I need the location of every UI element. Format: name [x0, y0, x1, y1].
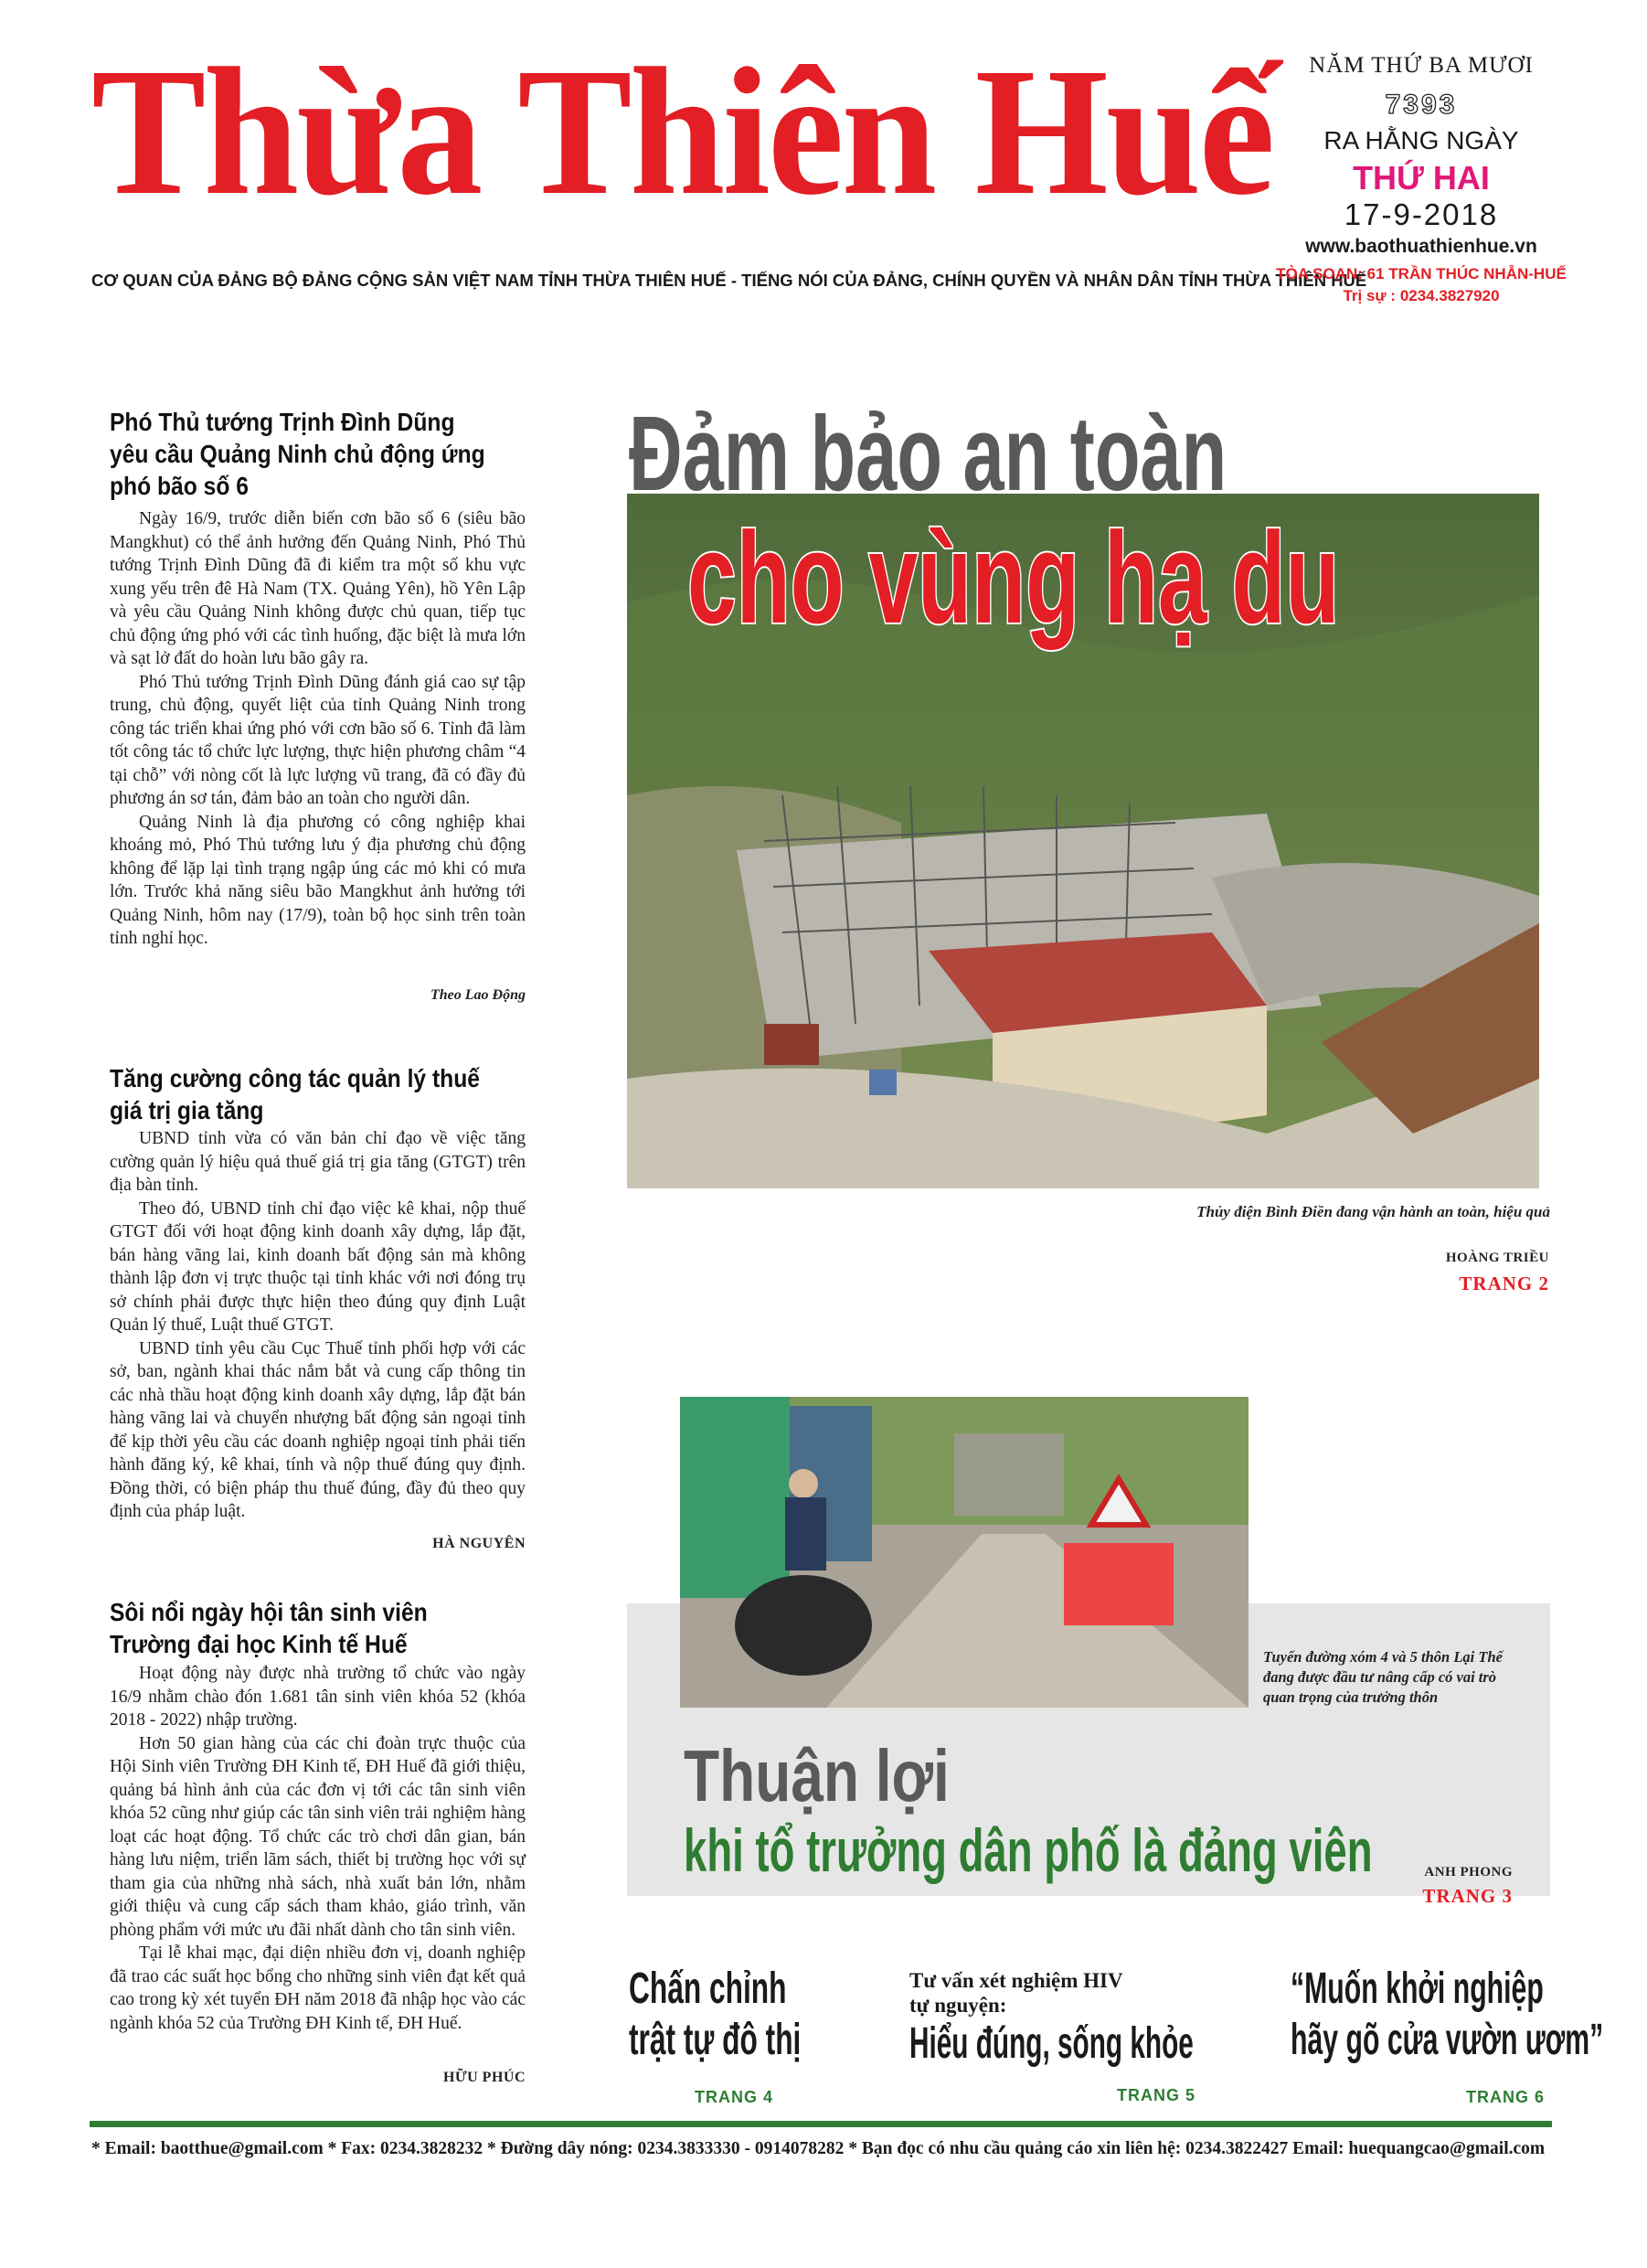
- main-title-line1: Đảm bảo an toàn: [629, 394, 1227, 513]
- main-page-ref[interactable]: TRANG 2: [1459, 1272, 1549, 1294]
- website-link[interactable]: www.baothuathienhue.vn: [1305, 236, 1537, 257]
- article1-paragraph: Quảng Ninh là địa phương có công nghiệp khai khoáng mỏ, Phó Thủ tướng lưu ý địa phương chủ động không để lặp lại tình trạng ngập úng các mỏ khi có mưa lớn. Trước khả năng siêu bão Mangkhut ảnh hưởng tới Quảng Ninh, hôm nay (17/9), toàn bộ học sinh trên toàn tỉnh nghỉ học.: [110, 812, 526, 948]
- second-photo-road-scene: [680, 1397, 1249, 1708]
- teaser1-page-ref[interactable]: TRANG 4: [695, 2088, 774, 2106]
- article3-paragraph: Tại lễ khai mạc, đại diện nhiều đơn vị, doanh nghiệp đã trao các suất học bổng cho những sinh viên đạt kết quả cao trong kỳ xét tuyển ĐH năm 2018 đã nhập học vào các ngành khóa 52 của Trường ĐH Kinh tế, ĐH Huế.: [110, 1943, 526, 2033]
- article1-body: [110, 507, 526, 951]
- teaser2-kicker: Tư vấn xét nghiệm HIV tự nguyện:: [909, 1969, 1123, 2017]
- office-address: TÒA SOẠN: 61 TRẦN THÚC NHẪN-HUẾ: [1276, 265, 1567, 282]
- second-photo-caption: Tuyến đường xóm 4 và 5 thôn Lại Thế đang được đầu tư nâng cấp có vai trò quan trọng của trưởng thôn: [1263, 1648, 1503, 1706]
- main-title-line2: cho vùng hạ du: [687, 506, 1340, 651]
- teaser2-page-ref[interactable]: TRANG 5: [1117, 2086, 1196, 2104]
- article1-headline: Phó Thủ tướng Trịnh Đình Dũng yêu cầu Quảng Ninh chủ động ứng phó bão số 6: [110, 408, 485, 500]
- article3-paragraph: Hoạt động này được nhà trường tổ chức vào ngày 16/9 nhằm chào đón 1.681 tân sinh viên khóa 52 (khóa 2018 - 2022) nhập trường.: [110, 1664, 526, 1730]
- teaser3-line2: hãy gõ cửa vườn ươm”: [1291, 2016, 1604, 2064]
- article1-paragraph: Ngày 16/9, trước diễn biến cơn bão số 6 (siêu bão Mangkhut) có thể ảnh hưởng đến Quảng Ninh, Phó Thủ tướng Trịnh Đình Dũng đã đi kiểm tra một số khu vực xung yếu trên đê Hà Nam (TX. Quảng Yên), hồ Yên Lập và yêu cầu Quảng Ninh không được chủ quan, tiếp tục chủ động ứng phó với các tình huống, đặc biệt là mưa lớn và sạt lở đất do hoàn lưu bão gây ra.: [110, 509, 526, 668]
- footer-divider: [90, 2121, 1552, 2127]
- article1-source: Theo Lao Động: [430, 987, 526, 1003]
- issue-number: 7393: [1385, 90, 1458, 120]
- main-byline: HOÀNG TRIỀU: [1445, 1251, 1549, 1265]
- issue-date: 17-9-2018: [1344, 197, 1499, 231]
- article3-paragraph: Hơn 50 gian hàng của các chi đoàn trực thuộc của Hội Sinh viên Trường ĐH Kinh tế, ĐH Huế đã giới thiệu, quảng bá hình ảnh của các đơn vị tới các tân sinh viên khóa 52 cũng như giúp các tân sinh viên trải nghiệm hàng loạt các hoạt động. Tổ chức các trò chơi dân gian, bán hàng lưu niệm, triển lãm sách, thiết bị trường học với sự tham gia của những nhà sách, nhà xuất bản lớn, nhằm giới thiệu và cung cấp sách tham khảo, giáo trình, văn phòng phẩm với mức ưu đãi nhất dành cho tân sinh viên.: [110, 1733, 526, 1940]
- teaser3-page-ref[interactable]: TRANG 6: [1466, 2088, 1546, 2106]
- article3-body: [110, 1662, 526, 2035]
- second-page-ref[interactable]: TRANG 3: [1422, 1885, 1513, 1907]
- office-phone: Trị sự : 0234.3827920: [1343, 287, 1500, 304]
- article2-body: [110, 1127, 526, 1524]
- footer-contact: * Email: baotthue@gmail.com * Fax: 0234.3828232 * Đường dây nóng: 0234.3833330 - 0914078282 * Bạn đọc có nhu cầu quảng cáo xin liên hệ: 0234.3822427 Email: huequangcao@gmail.com: [91, 2139, 1546, 2158]
- second-title-line2: khi tổ trưởng dân phố là đảng viên: [684, 1816, 1373, 1884]
- teaser1-line2: trật tự đô thị: [629, 2016, 802, 2064]
- article3-headline: Sôi nổi ngày hội tân sinh viên Trường đại học Kinh tế Huế: [110, 1598, 428, 1658]
- issue-frequency: RA HẰNG NGÀY: [1323, 126, 1519, 154]
- article1-paragraph: Phó Thủ tướng Trịnh Đình Dũng đánh giá cao sự tập trung, chủ động, quyết liệt của tỉnh Quảng Ninh trong công tác triển khai ứng phó với cơn bão số 6. Tỉnh đã làm tốt công tác tổ chức lực lượng, thực hiện phương châm “4 tại chỗ” với nòng cốt là lực lượng vũ trang, đã có đầy đủ phương án sơ tán, đảm bảo an toàn cho người dân.: [110, 672, 526, 808]
- article2-headline: Tăng cường công tác quản lý thuế giá trị gia tăng: [110, 1064, 480, 1124]
- issue-weekday: THỨ HAI: [1353, 159, 1490, 197]
- article2-paragraph: UBND tỉnh yêu cầu Cục Thuế tỉnh phối hợp với các sở, ban, ngành khai thác nắm bắt và cung cấp thông tin các nhà thầu hoạt động kinh doanh xây dựng, lắp đặt bán hàng vãng lai và chuyển nhượng bất động sản ngoại tỉnh để kịp thời yêu cầu các doanh nghiệp ngoại tỉnh phải tiến hành đăng ký, kê khai, tính và nộp thuế đúng quy định. Đồng thời, có biện pháp thu thuế đúng, đầy đủ theo quy định của pháp luật.: [110, 1338, 526, 1521]
- main-photo-caption: Thủy điện Bình Điền đang vận hành an toàn, hiệu quả: [1196, 1203, 1550, 1220]
- masthead-tagline: CƠ QUAN CỦA ĐẢNG BỘ ĐẢNG CỘNG SẢN VIỆT NAM TỈNH THỪA THIÊN HUẾ - TIẾNG NÓI CỦA ĐẢNG, CHÍNH QUYỀN VÀ NHÂN DÂN TỈNH THỪA THIÊN HUẾ: [91, 271, 1367, 290]
- teaser1-line1: Chấn chỉnh: [629, 1965, 787, 2013]
- article2-byline: HÀ NGUYÊN: [432, 1536, 526, 1551]
- issue-year: NĂM THỨ BA MƯƠI: [1309, 53, 1534, 78]
- masthead-title: Thừa Thiên Huế: [91, 31, 1273, 233]
- second-title-line1: Thuận lợi: [684, 1735, 950, 1816]
- article2-paragraph: Theo đó, UBND tỉnh chỉ đạo việc kê khai, nộp thuế GTGT đối với hoạt động kinh doanh xây dựng, lắp đặt, bán hàng vãng lai, kinh doanh bất động sản mà không thành lập đơn vị trực thuộc tại tỉnh khác với nơi đóng trụ sở chính phải được thực hiện theo đúng quy định Luật Quản lý thuế, Luật thuế GTGT.: [110, 1198, 526, 1335]
- teaser3-line1: “Muốn khởi nghiệp: [1291, 1965, 1544, 2013]
- article3-byline: HỮU PHÚC: [442, 2070, 526, 2085]
- article2-paragraph: UBND tỉnh vừa có văn bản chỉ đạo về việc tăng cường quản lý hiệu quả thuế giá trị gia tăng (GTGT) trên địa bàn tỉnh.: [110, 1129, 526, 1195]
- second-byline: ANH PHONG: [1424, 1865, 1513, 1879]
- teaser2-line1: Hiểu đúng, sống khỏe: [909, 2019, 1194, 2068]
